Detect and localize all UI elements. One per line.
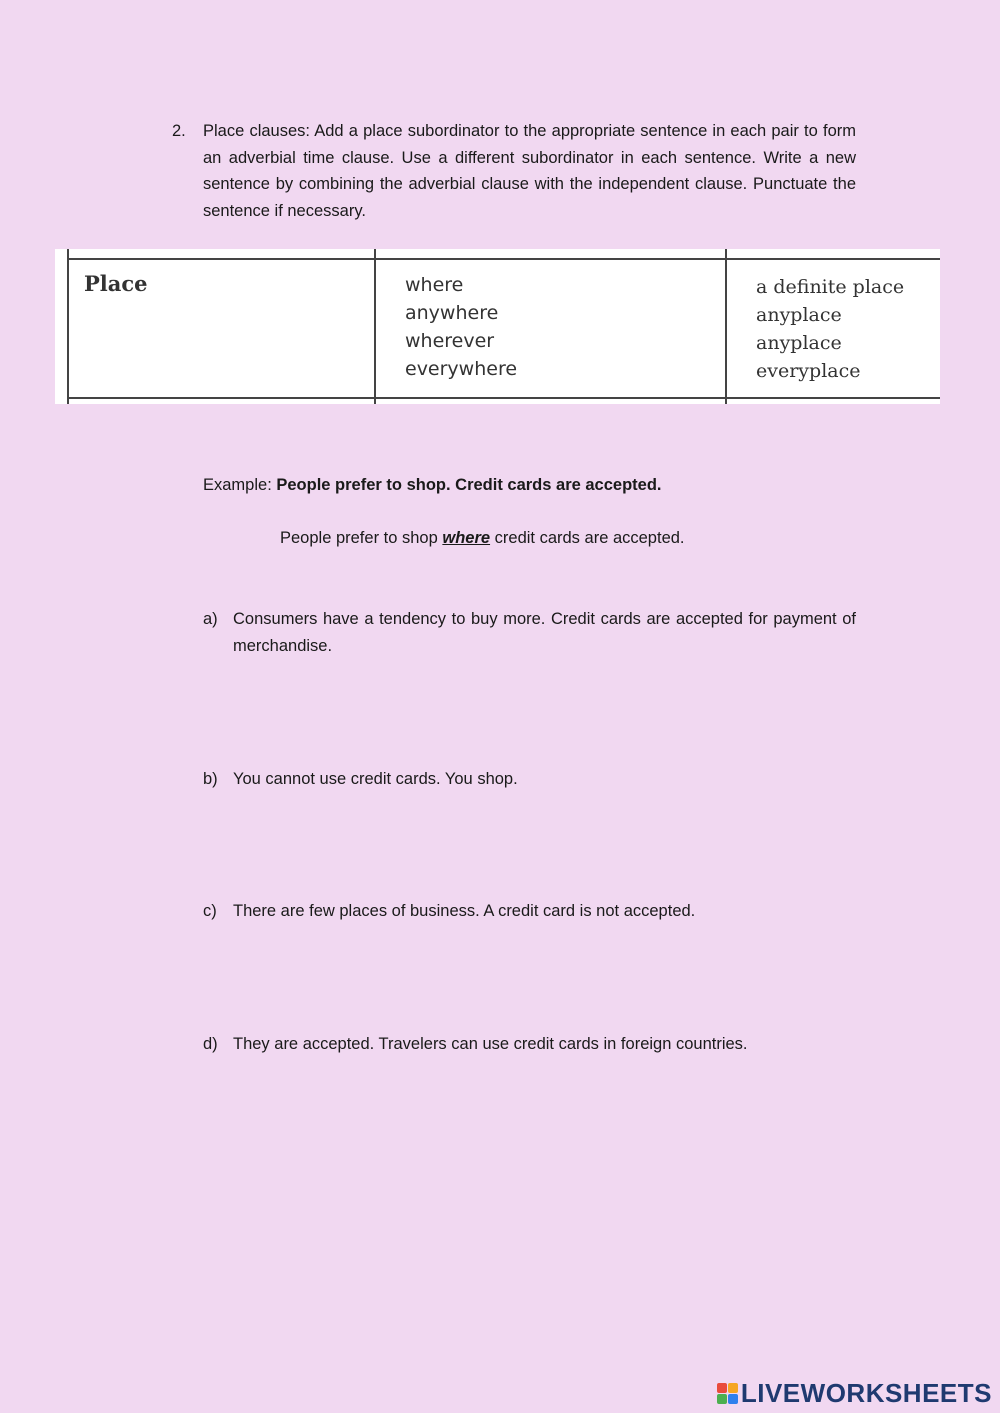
exercise-text: They are accepted. Travelers can use credit cards in foreign countries. xyxy=(233,1035,748,1053)
example-label: Example: xyxy=(203,476,272,494)
subordinator-list xyxy=(405,271,517,383)
meaning-item: anyplace xyxy=(756,304,842,326)
subordinator-item: where xyxy=(405,274,464,296)
subordinator-table xyxy=(55,249,940,404)
exercise-item-c xyxy=(203,898,856,925)
example-sentences: People prefer to shop. Credit cards are accepted. xyxy=(276,476,662,494)
instruction-number: 2. xyxy=(172,122,186,140)
exercise-label: d) xyxy=(203,1035,218,1053)
example-answer-keyword: where xyxy=(442,529,491,547)
meaning-list xyxy=(756,273,904,385)
table-divider-1 xyxy=(374,249,376,404)
logo-text: LIVEWORKSHEETS xyxy=(740,1378,992,1408)
example xyxy=(203,476,662,495)
subordinator-item: wherever xyxy=(405,330,495,352)
table-left-border xyxy=(67,249,69,404)
exercise-text: There are few places of business. A credit card is not accepted. xyxy=(233,902,696,920)
table-divider-2 xyxy=(725,249,727,404)
meaning-item: everyplace xyxy=(756,360,861,382)
meaning-item: a definite place xyxy=(756,276,905,298)
logo-mark-tile xyxy=(728,1394,738,1404)
exercise-text: You cannot use credit cards. You shop. xyxy=(233,770,518,788)
table-category: Place xyxy=(84,271,148,296)
exercise-label: a) xyxy=(203,610,218,628)
example-answer-after: credit cards are accepted. xyxy=(494,529,685,547)
instruction-text: Place clauses: Add a place subordinator to the appropriate sentence in each pair to form an adverbial time clause. Use a different subordinator in each sentence. Write a new sentence by combining the adverbial clause with the independent clause. Punctuate the sentence if necessary. xyxy=(203,122,856,221)
table-top-border xyxy=(67,258,940,260)
exercise-item-d xyxy=(203,1031,856,1058)
subordinator-item: everywhere xyxy=(405,358,518,380)
instruction xyxy=(172,118,856,225)
subordinator-item: anywhere xyxy=(405,302,499,324)
example-answer xyxy=(280,529,685,548)
logo-mark-icon xyxy=(717,1383,738,1404)
exercise-text: Consumers have a tendency to buy more. Credit cards are accepted for payment of merchandise. xyxy=(233,610,856,655)
exercise-item-b xyxy=(203,766,856,793)
logo-mark-tile xyxy=(717,1394,727,1404)
exercise-label: c) xyxy=(203,902,217,920)
exercise-item-a xyxy=(203,606,856,660)
meaning-item: anyplace xyxy=(756,332,842,354)
logo-mark-tile xyxy=(728,1383,738,1393)
table-bottom-border xyxy=(67,397,940,399)
logo-mark-tile xyxy=(717,1383,727,1393)
liveworksheets-logo xyxy=(717,1378,992,1409)
exercise-label: b) xyxy=(203,770,218,788)
example-answer-before: People prefer to shop xyxy=(280,529,438,547)
